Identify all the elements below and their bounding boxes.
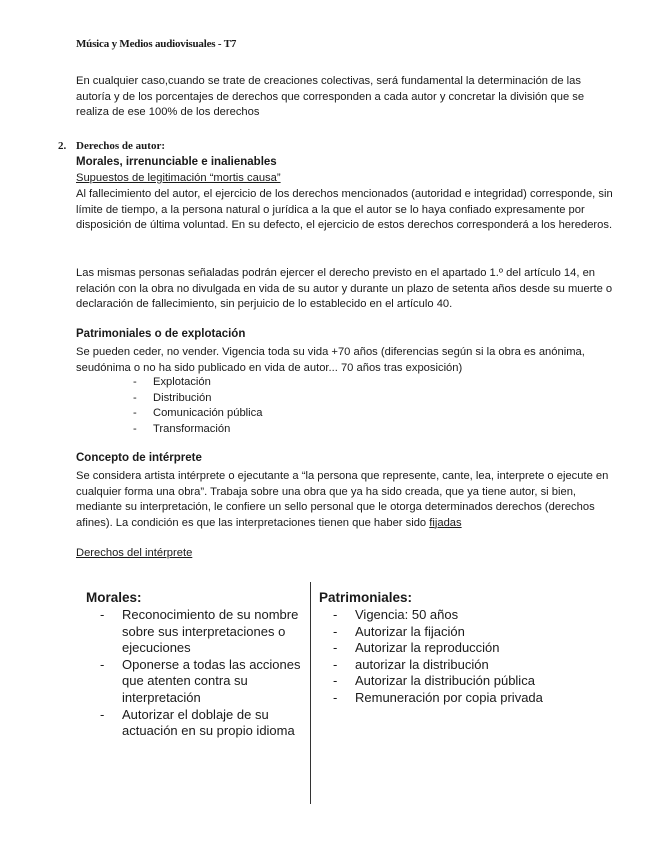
concepto-paragraph: Se considera artista intérprete o ejecutante a “la persona que represente, cante, lea, interprete o ejecute en cualquier forma una obra”. Trabaja sobre una obra que ya ha sido creada, que ya tiene autor, si bien, mediante su interpretación, le confiere un sello personal que le otorga determinados derechos (derechos afines). La condición es que las interpretaciones tienen que haber sido fijadas (76, 470, 609, 529)
concepto-heading: Concepto de intérprete (76, 452, 202, 464)
derechos-interprete-heading: Derechos del intérprete (76, 547, 193, 559)
morales-column-title: Morales: (86, 590, 142, 605)
patrimoniales-list (133, 375, 262, 437)
list-item: - autorizar la distribución (333, 656, 489, 672)
list-item: - Autorizar el doblaje de su actuación en su propio idioma (100, 706, 295, 739)
list-item: - Vigencia: 50 años (333, 607, 459, 622)
column-divider (310, 582, 311, 804)
patrimoniales-column-title: Patrimoniales: (319, 590, 413, 605)
intro-paragraph: En cualquier caso,cuando se trate de creaciones colectivas, será fundamental la determinación de las autoría y de los porcentajes de derechos que corresponden a cada autor y concretar la división que se realiza de ese 100% de los derechos (76, 75, 585, 119)
list-item: - Oponerse a todas las acciones que atenten contra su interpretación (100, 656, 301, 705)
list-item: - Autorizar la distribución pública (333, 673, 535, 689)
patrimoniales-paragraph: Se pueden ceder, no vender. Vigencia toda su vida +70 años (diferencias según si la obra es anónima, seudónima o no ha sido publicado en vida de autor... 70 años tras exposición) (76, 346, 585, 374)
fijadas-word: fijadas (429, 516, 462, 529)
list-item: - Explotación (133, 376, 211, 388)
interprete-rights-table (76, 582, 596, 806)
mismas-paragraph: Las mismas personas señaladas podrán ejercer el derecho previsto en el apartado 1.º del artículo 14, en relación con la obra no divulgada en vida de su autor y durante un plazo de setenta años desde su muerte o declaración de fallecimiento, sin perjuicio de lo establecido en el artículo 40. (76, 267, 613, 311)
section-number: 2. (58, 140, 67, 152)
list-item: - Autorizar la reproducción (333, 640, 500, 656)
list-item: - Comunicación pública (133, 407, 263, 420)
section-title: Derechos de autor: (76, 140, 165, 152)
patrimoniales-heading: Patrimoniales o de explotación (76, 328, 246, 340)
morales-heading: Morales, irrenunciable e inalienables (76, 156, 277, 168)
list-item: - Remuneración por copia privada (333, 689, 543, 705)
morales-column (86, 590, 301, 740)
list-item: - Distribución (133, 391, 212, 404)
list-item: - Reconocimiento de su nombre sobre sus interpretaciones o ejecuciones (100, 607, 299, 656)
page-header: Música y Medios audiovisuales - T7 (76, 38, 237, 50)
list-item: - Autorizar la fijación (333, 623, 465, 639)
supuestos-heading: Supuestos de legitimación “mortis causa” (76, 172, 281, 184)
patrimoniales-column (319, 590, 599, 707)
fallecimiento-paragraph: Al fallecimiento del autor, el ejercicio de los derechos mencionados (autoridad e integridad) corresponde, sin límite de tiempo, a la persona natural o jurídica a la que el autor se lo haya confiado expresamente por disposición de última voluntad. En su defecto, el ejercicio de estos derechos corresponderá a los herederos. (76, 188, 613, 232)
list-item: - Transformación (133, 422, 231, 435)
